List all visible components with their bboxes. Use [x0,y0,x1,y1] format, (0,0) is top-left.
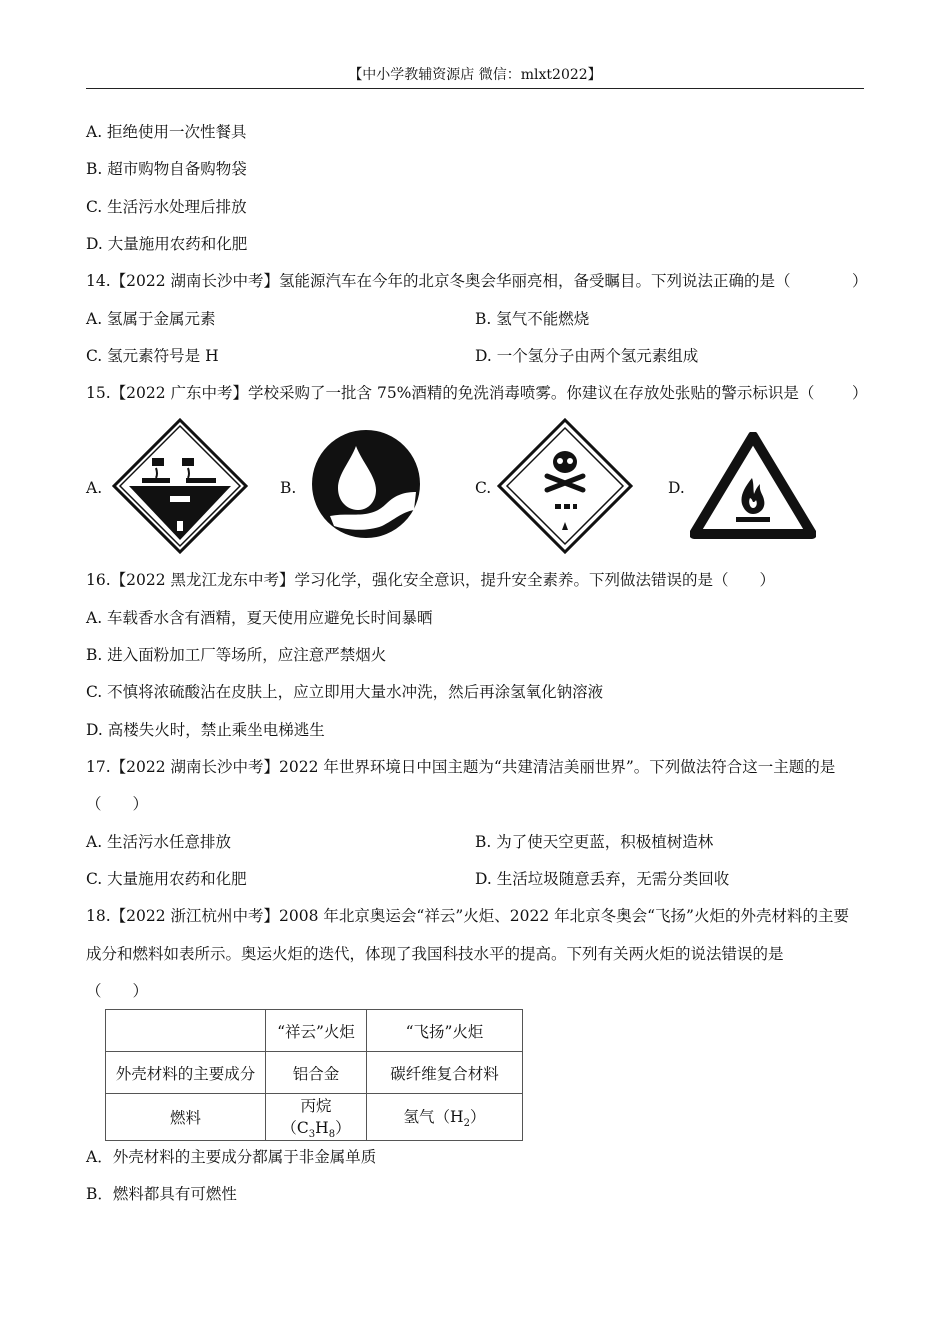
q13-option-d: D. 大量施用农药和化肥 [86,235,248,253]
q18-stem-line2: 成分和燃料如表所示。奥运火炬的迭代，体现了我国科技水平的提高。下列有关两火炬的说法错误的是 [86,945,784,963]
table-header-feiyang: “飞扬”火炬 [367,1010,523,1052]
table-row-fuel [106,1094,523,1141]
q17-option-d: D. 生活垃圾随意丢弃，无需分类回收 [475,870,730,888]
table-header-xiangyun: “祥云”火炬 [266,1010,367,1052]
q18-option-a: A．外壳材料的主要成分都属于非金属单质 [86,1148,377,1166]
q13-option-c: C. 生活污水处理后排放 [86,198,247,216]
q14-option-b: B. 氢气不能燃烧 [475,310,590,328]
q18-stem-line1: 18.【2022 浙江杭州中考】2008 年北京奥运会“祥云”火炬、2022 年北京冬奥会“飞扬”火炬的外壳材料的主要 [86,907,849,925]
table-row-shell-material [106,1052,523,1094]
q16-option-a: A. 车载香水含有酒精，夏天使用应避免长时间暴晒 [86,609,433,627]
q15-label-c: C. [475,479,492,497]
table-header-row [106,1010,523,1052]
q16-stem: 16.【2022 黑龙江龙东中考】学习化学，强化安全意识，提升安全素养。下列做法错误的是（ ） [86,571,776,589]
water-reactive-sign-icon [310,428,422,540]
q18-option-b: B．燃料都具有可燃性 [86,1185,237,1203]
q14-option-d: D. 一个氢分子由两个氢元素组成 [475,347,699,365]
q14-close-paren: ） [852,272,868,290]
table-cell-feiyang-fuel: 氢气$(H_2)$ [367,1094,523,1141]
q17-stem: 17.【2022 湖南长沙中考】2022 年世界环境日中国主题为“共建清洁美丽世界”。下列做法符合这一主题的是 [86,758,836,776]
q17-option-a: A. 生活污水任意排放 [86,833,232,851]
header-rule [86,88,864,89]
flammable-sign-icon [690,432,816,540]
q13-option-b: B. 超市购物自备购物袋 [86,160,247,178]
q15-stem: 15.【2022 广东中考】学校采购了一批含 75%酒精的免洗消毒喷雾。你建议在存放处张贴的警示标识是（ [86,384,815,402]
q14-option-a: A. 氢属于金属元素 [86,310,216,328]
q16-option-c: C. 不慎将浓硫酸沾在皮肤上，应立即用大量水冲洗，然后再涂氢氧化钠溶液 [86,683,604,701]
q17-option-b: B. 为了使天空更蓝，积极植树造林 [475,833,714,851]
corrosive-sign-icon [112,418,248,554]
toxic-sign-icon [497,418,633,554]
page-header: 【中小学教辅资源店 微信：mlxt2022】 [348,67,602,83]
q16-option-d: D. 高楼失火时，禁止乘坐电梯逃生 [86,721,325,739]
q15-label-d: D. [668,479,685,497]
q14-stem: 14.【2022 湖南长沙中考】氢能源汽车在今年的北京冬奥会华丽亮相，备受瞩目。下列说法正确的是（ [86,272,791,290]
table-cell-feiyang-shell: 碳纤维复合材料 [367,1052,523,1094]
torch-comparison-table [105,1009,523,1141]
q18-answer-paren: （ ） [86,982,149,1000]
q16-option-b: B. 进入面粉加工厂等场所，应注意严禁烟火 [86,646,387,664]
q15-close-paren: ） [852,384,868,402]
q15-label-a: A. [86,479,103,497]
table-cell-xiangyun-shell: 铝合金 [266,1052,367,1094]
q17-answer-paren: （ ） [86,795,149,813]
q13-option-a: A. 拒绝使用一次性餐具 [86,123,247,141]
q17-option-c: C. 大量施用农药和化肥 [86,870,247,888]
table-row-label: 外壳材料的主要成分 [106,1052,266,1094]
q14-option-c: C. 氢元素符号是 H [86,347,219,365]
table-cell-xiangyun-fuel: 丙烷$(C_3H_8)$ [266,1094,367,1141]
q15-label-b: B. [280,479,297,497]
table-row-label: 燃料 [106,1094,266,1141]
table-corner-cell [106,1010,266,1052]
